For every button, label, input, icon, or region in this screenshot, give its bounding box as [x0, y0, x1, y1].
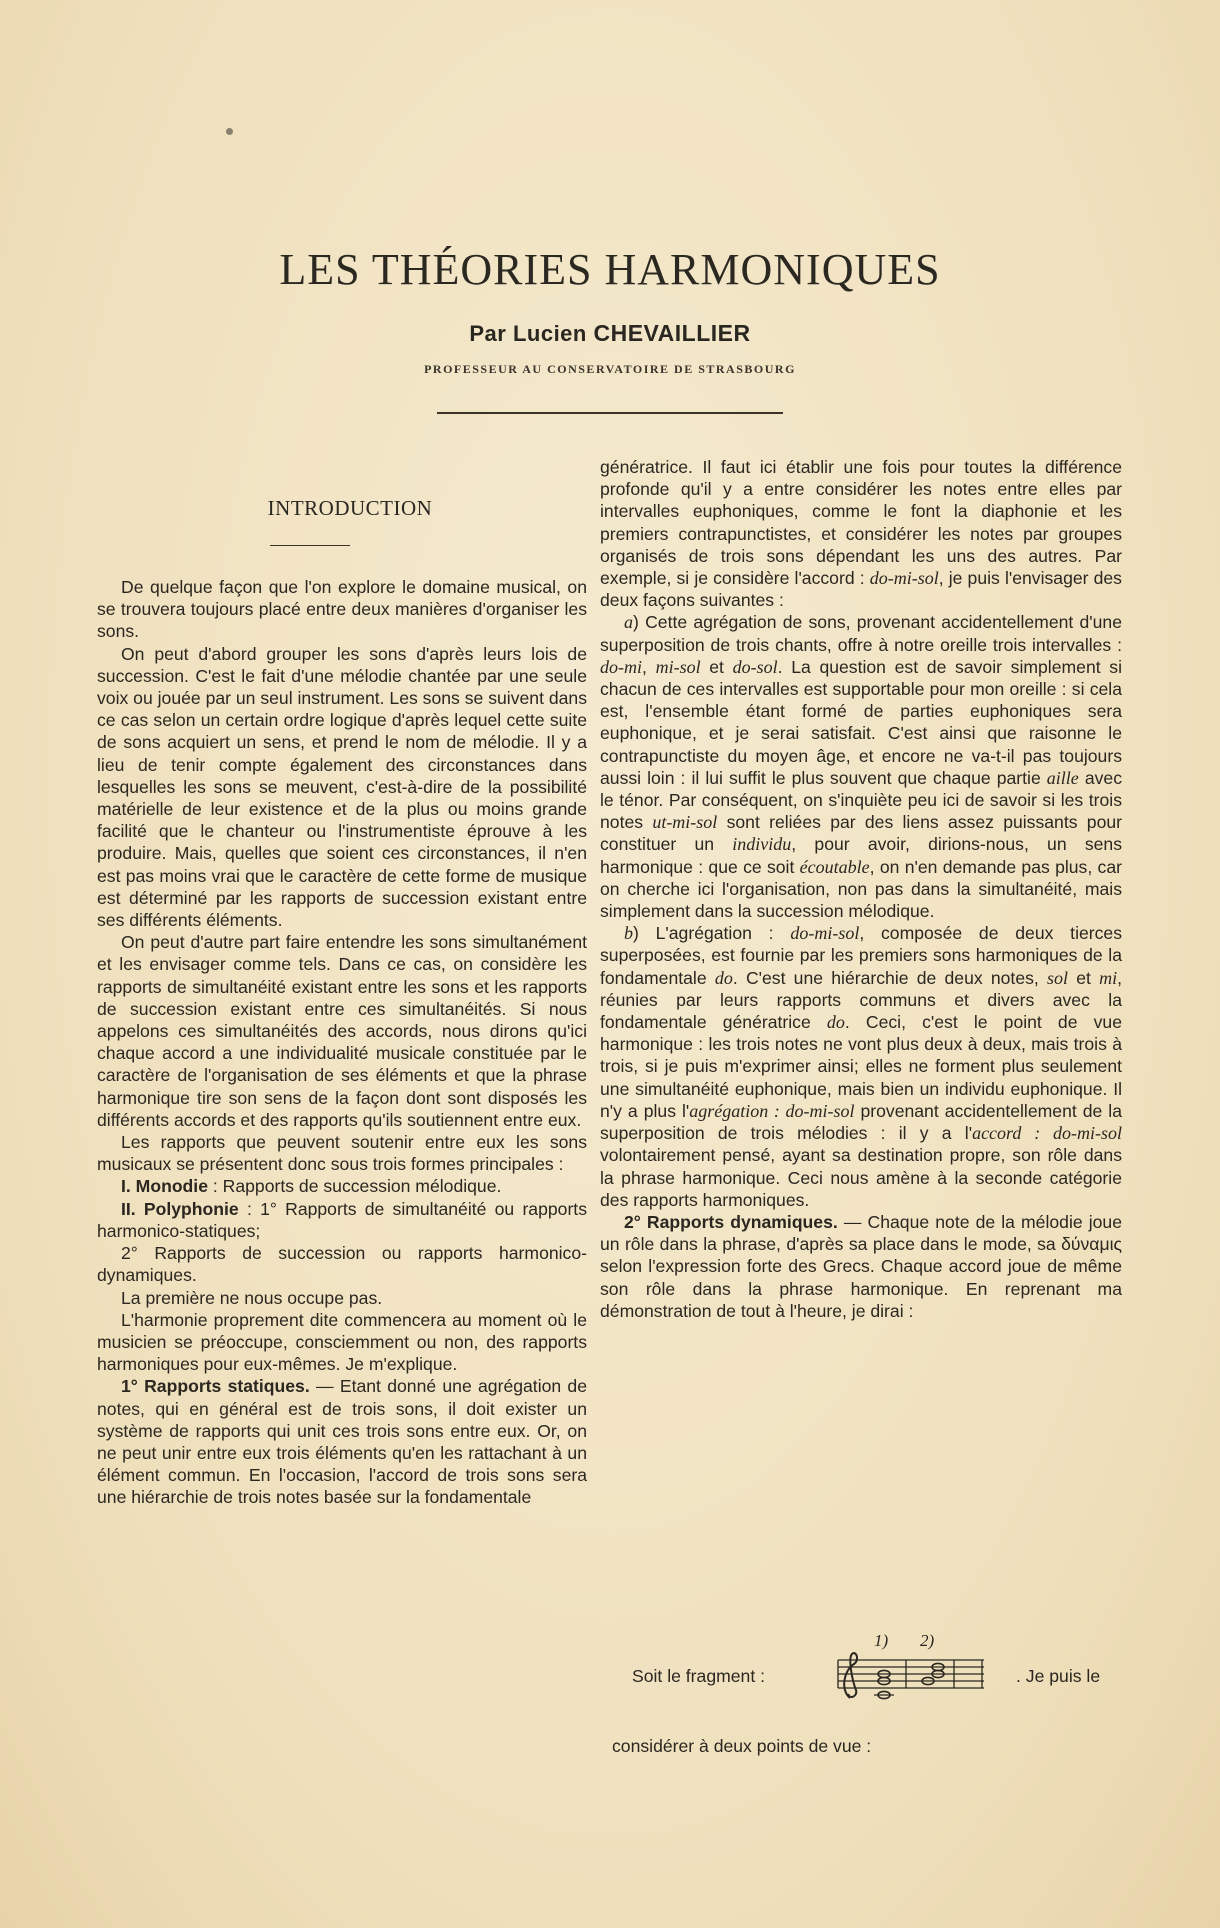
subsection-label: 2° Rapports dynamiques. [624, 1211, 838, 1232]
list-item [97, 1198, 587, 1242]
music-staff-icon [836, 1630, 986, 1716]
paragraph: La première ne nous occupe pas. [121, 1287, 383, 1308]
list-item-text: : 1° Rapports de simultanéité ou rapports harmonico-statiques; [97, 1198, 587, 1241]
paragraph: a) Cette agrégation de sons, provenant accidentellement d'une superposition de trois chants, offre à notre oreille trois intervalles : do-mi, mi-sol et do-sol. La question est de savoir simplement si chacun de ces intervalles est supportable pour mon oreille : si cela est, l'ensemble étant formé de parties euphoniques sera euphonique, et je serai satisfait. C'est ainsi que raisonne le contrapunctiste du moyen âge, et encore ne va-t-il pas toujours aussi loin : il lui suffit le plus souvent que chaque partie aille avec le ténor. Par conséquent, on s'inquiète peu ici de savoir si les trois notes ut-mi-sol sont reliées par des liens assez puissants pour constituer un individu, pour avoir, dirions-nous, un sens harmonique : que ce soit écoutable, on n'en demande pas plus, car on cherche ici l'organisation, non pas dans la simultanéité, mais simplement dans la succession mélodique. [600, 612, 1123, 922]
music-example-line [618, 1631, 1128, 1708]
closing-line: considérer à deux points de vue : [612, 1736, 872, 1756]
paragraph: génératrice. Il faut ici établir une fois pour toutes la différence profonde qu'il y a entre considérer les notes entre elles par intervalles euphoniques, comme le font la diaphonie et les premiers contrapunctistes, et considérer les notes par groupes organisés de trois sons dépendant les uns des autres. Par exemple, si je considère l'accord : do-mi-sol, je puis l'envisager des deux façons suivantes : [600, 457, 1122, 611]
list-item [97, 1175, 587, 1197]
paragraph: On peut d'abord grouper les sons d'après leurs lois de succession. C'est le fait d'une mélodie chantée par une seule voix ou jouée par un seul instrument. Les sons se suivent dans ce cas selon un certain ordre logique d'après lequel cette suite de sons acquiert un sens, et prend le nom de mélodie. Il y a lieu de tenir compte également des circonstances dans lesquelles les sons se meuvent, c'est-à-dire de la possibilité matérielle de leur existence et de la plus ou moins grande facilité que le chanteur ou l'instrumentiste éprouve à les produire. Mais, quelles que soient ces circonstances, il n'en est pas moins vrai que le caractère de cette forme de musique est déterminé par les rapports de succession existant entre ses différents éléments. [97, 643, 587, 931]
paragraph: On peut d'autre part faire entendre les sons simultanément et les envisager comme tels. Dans ce cas, on considère les rapports de simultanéité existant entre les sons et les rapports de succession existant entre ces simultanéités. Si nous appelons ces simultanéités des accords, nous dirons qu'ici chaque accord a une individualité musicale constituée par le caractère de l'organisation de ses éléments et que la phrase harmonique tire son sens de la façon dont sont disposés les différents accords et des rapports qu'ils soutiennent entre eux. [97, 932, 587, 1130]
byline-prefix: Par Lucien [469, 321, 587, 346]
heading-divider [270, 545, 350, 546]
ink-dot [226, 128, 233, 135]
title-divider [437, 412, 783, 414]
fragment-continuation: . Je puis le [1016, 1666, 1101, 1686]
chord-name: do-mi-sol [869, 568, 939, 589]
paragraph [97, 1375, 587, 1508]
article-title: LES THÉORIES HARMONIQUES [279, 245, 941, 294]
author-affiliation: PROFESSEUR AU CONSERVATOIRE DE STRASBOURG [424, 362, 796, 376]
paragraph: 2° Rapports dynamiques. — Chaque note de la mélodie joue un rôle dans la phrase, d'après sa place dans le mode, sa δύναμις selon l'expression forte des Grecs. Chaque accord joue de même son rôle dans la phrase harmonique. En reprenant ma démonstration de tout à l'heure, je dirai : [600, 1211, 1122, 1321]
section-heading: INTRODUCTION [267, 496, 433, 520]
paragraph: Les rapports que peuvent soutenir entre eux les sons musicaux se présentent donc sous trois formes principales : [97, 1132, 587, 1175]
svg-text:2): 2) [920, 1631, 935, 1650]
author-name: CHEVAILLIER [593, 320, 751, 346]
byline [0, 320, 1220, 347]
paragraph: De quelque façon que l'on explore le domaine musical, on se trouvera toujours placé entre deux manières d'organiser les sons. [97, 577, 587, 642]
left-column [97, 576, 587, 1509]
right-column [600, 456, 1122, 1322]
fragment-label: Soit le fragment : [632, 1666, 765, 1686]
subsection-label: 1° Rapports statiques. [121, 1376, 310, 1397]
list-item-text: : Rapports de succession mélodique. [212, 1176, 502, 1197]
list-item: 2° Rapports de succession ou rapports harmonico-dynamiques. [97, 1243, 587, 1286]
paragraph-text: — Etant donné une agrégation de notes, qui en général est de trois sons, il doit exister un système de rapports qui unit ces trois sons entre eux. Or, on ne peut unir entre eux trois éléments qu'en les rattachant à un élément commun. En l'occasion, l'accord de trois sons sera une hiérarchie de trois notes basée sur la fondamentale [97, 1376, 588, 1508]
list-item-label: II. Polyphonie [121, 1198, 239, 1219]
paragraph: L'harmonie proprement dite commencera au moment où le musicien se préoccupe, consciemment ou non, des rapports harmoniques pour eux-mêmes. Je m'explique. [97, 1309, 587, 1375]
list-item-label: I. Monodie [121, 1176, 208, 1197]
paragraph: b) L'agrégation : do-mi-sol, composée de deux tierces superposées, est fournie par les premiers sons harmoniques de la fondamentale do. C'est une hiérarchie de deux notes, sol et mi, réunies par leurs rapports communs et divers avec la fondamentale génératrice do. Ceci, c'est le point de vue harmonique : les trois notes ne vont plus deux à deux, mais trois à trois, si je puis m'exprimer ainsi; elles ne forment plus seulement une simultanéité euphonique, mais bien un individu euphonique. Il n'y a plus l'agrégation : do-mi-sol provenant accidentellement de la superposition de trois mélodies : il y a l'accord : do-mi-sol volontairement pensé, ayant sa destination propre, son rôle dans la phrase harmonique. Ceci nous amène à la seconde catégorie des rapports harmoniques. [600, 923, 1122, 1210]
svg-text:1): 1) [874, 1631, 889, 1650]
